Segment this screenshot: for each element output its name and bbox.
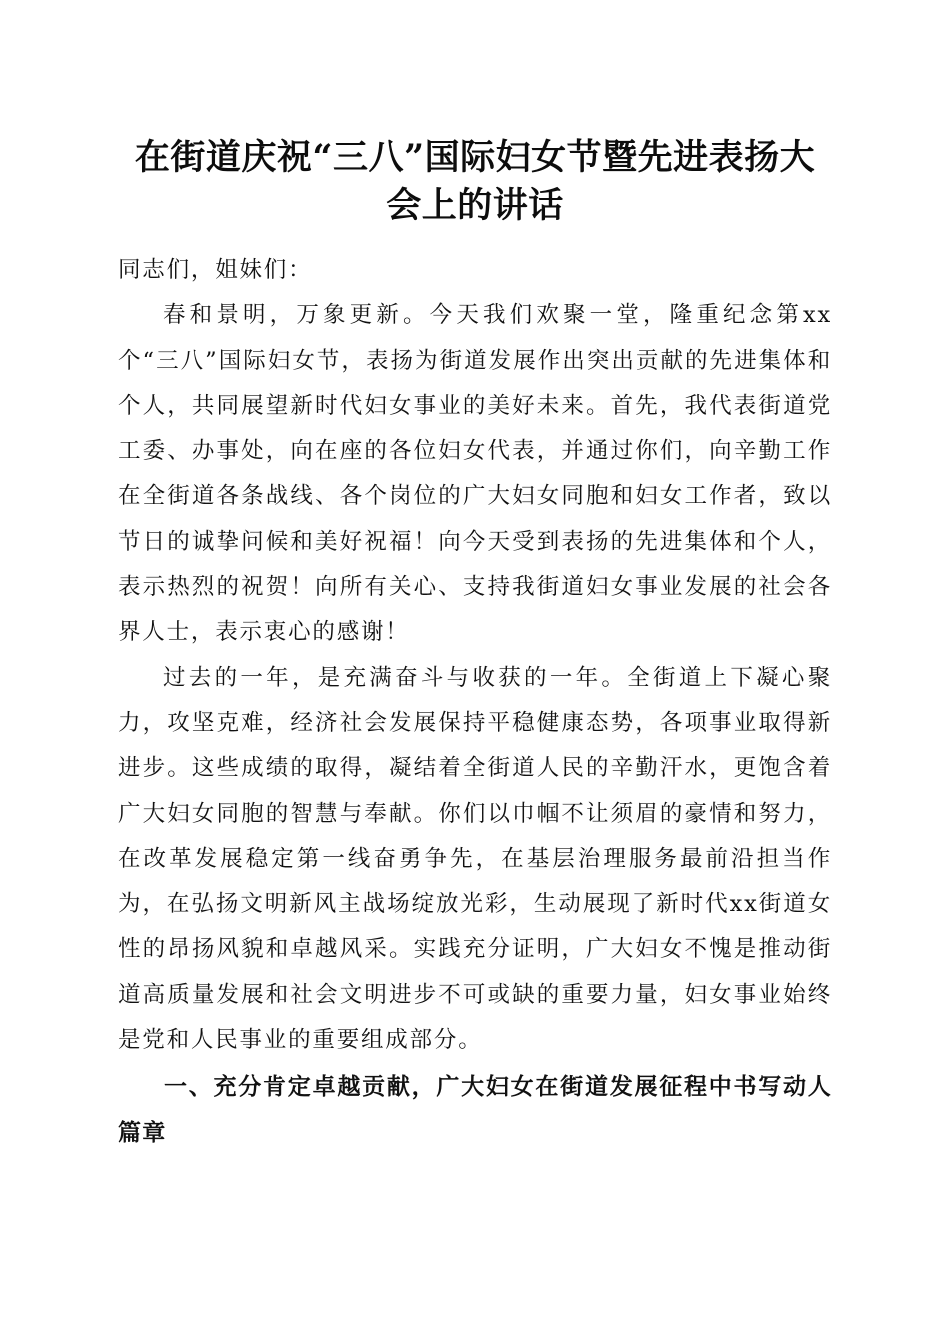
document-title xyxy=(110,134,840,230)
paragraph: 过去的一年，是充满奋斗与收获的一年。全街道上下凝心聚力，攻坚克难，经济社会发展保持平稳健康态势，各项事业取得新进步。这些成绩的取得，凝结着全街道人民的辛勤汗水，更饱含着广大妇女同胞的智慧与奉献。你们以巾帼不让须眉的豪情和努力，在改革发展稳定第一线奋勇争先，在基层治理服务最前沿担当作为，在弘扬文明新风主战场绽放光彩，生动展现了新时代xx街道女性的昂扬风貌和卓越风采。实践充分证明，广大妇女不愧是推动街道高质量发展和社会文明进步不可或缺的重要力量，妇女事业始终是党和人民事业的重要组成部分。 xyxy=(118,664,832,1054)
title-line-2: 会上的讲话 xyxy=(386,185,564,226)
title-line-1: 在街道庆祝“三八”国际妇女节暨先进表扬大 xyxy=(134,137,816,178)
document-body xyxy=(118,248,832,1156)
salutation: 同志们，姐妹们： xyxy=(118,257,313,283)
paragraph: 春和景明，万象更新。今天我们欢聚一堂，隆重纪念第xx个“三八”国际妇女节，表扬为街道发展作出突出贡献的先进集体和个人，共同展望新时代妇女事业的美好未来。首先，我代表街道党工委、办事处，向在座的各位妇女代表，并通过你们，向辛勤工作在全街道各条战线、各个岗位的广大妇女同胞和妇女工作者，致以节日的诚挚问候和美好祝福！向今天受到表扬的先进集体和个人，表示热烈的祝贺！向所有关心、支持我街道妇女事业发展的社会各界人士，表示衷心的感谢！ xyxy=(118,302,832,646)
section-heading: 一、充分肯定卓越贡献，广大妇女在街道发展征程中书写动人篇章 xyxy=(118,1074,832,1146)
